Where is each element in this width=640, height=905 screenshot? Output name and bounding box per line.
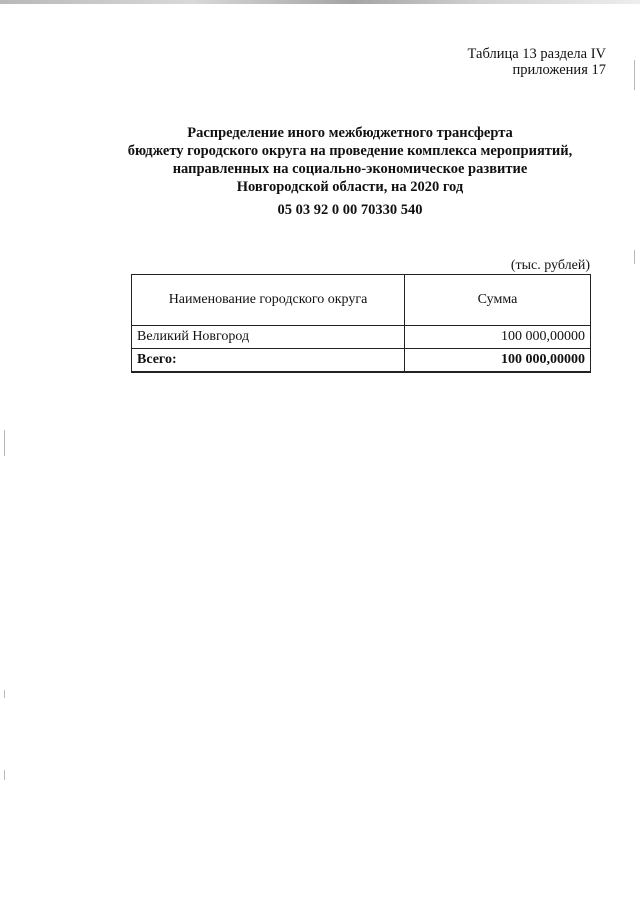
scan-artifact-left-1 xyxy=(4,430,5,456)
scan-artifact-right-2 xyxy=(634,250,635,264)
scan-artifact-left-2 xyxy=(4,690,5,698)
units-label: (тыс. рублей) xyxy=(510,258,590,273)
row-district-name: Великий Новгород xyxy=(132,326,405,349)
table-header-row xyxy=(132,275,591,326)
total-label: Всего: xyxy=(132,349,405,373)
reference-line-1: Таблица 13 раздела IV xyxy=(467,46,606,62)
row-amount: 100 000,00000 xyxy=(405,326,591,349)
title-line-2: бюджету городского округа на проведение комплекса мероприятий, xyxy=(127,143,573,159)
title-line-1: Распределение иного межбюджетного трансферта xyxy=(187,125,513,141)
title-line-4: Новгородской области, на 2020 год xyxy=(236,179,464,195)
total-amount: 100 000,00000 xyxy=(405,349,591,373)
scan-artifact-left-3 xyxy=(4,770,5,780)
title-line-3: направленных на социально-экономическое развитие xyxy=(172,161,528,177)
distribution-table xyxy=(131,274,591,373)
table-total-row xyxy=(132,349,591,373)
column-header-amount: Сумма xyxy=(405,275,591,326)
table-reference xyxy=(468,46,606,78)
scan-artifact-right-1 xyxy=(634,60,635,90)
document-title xyxy=(0,124,640,219)
table-row xyxy=(132,326,591,349)
budget-classification-code: 05 03 92 0 00 70330 540 xyxy=(277,202,423,218)
scan-artifact-top xyxy=(0,0,640,4)
column-header-name: Наименование городского округа xyxy=(132,275,405,326)
reference-line-2: приложения 17 xyxy=(512,62,606,78)
